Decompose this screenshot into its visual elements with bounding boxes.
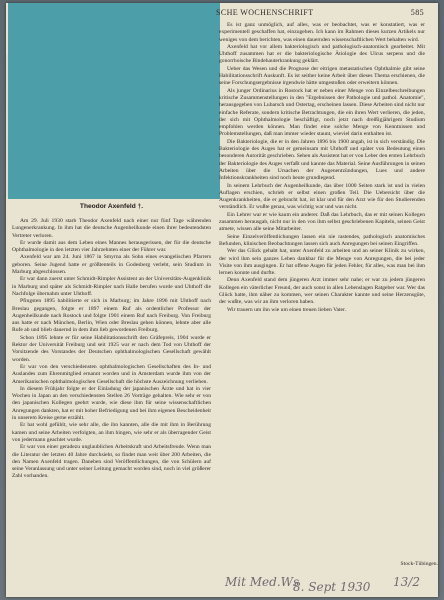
- paragraph: Er war von den verschiedensten ophthalmologischen Gesellschaften des In- und Auslandes zum Ehrenmitglied ernannt worden und in Amsterdam wurde ihm von der Amerikanischen ophthalmologischen Gesellschaft die höchste Auszeichnung verliehen.: [12, 363, 211, 385]
- paragraph: Er wurde damit aus dem Leben eines Mannes herausgerissen, der für die deutsche Ophthalmologie in den letzten vier Jahrzehnten einer der Führer war.: [12, 239, 211, 254]
- paragraph: Axenfeld hat vor allem bakteriologisch und pathologisch-anatomisch gearbeitet. Mit Uhthoff zusammen hat er die bakteriologische Ätiologie des Ulcus serpens und die gonorrhoische Bindehauterkrankung geklärt.: [219, 43, 425, 65]
- paragraph: Ueber das Wesen und die Prognose der eitrigen metastatischen Ophthalmie gibt seine Habilitationsschrift Auskunft. Es ist seither keine Arbeit über dieses Thema erschienen, die seine Forschungsergebnisse irgendwie hätte umgestoßen oder erweitern können.: [219, 65, 425, 87]
- paragraph: Denn Axenfeld stand dem jüngeren Arzt immer sehr nahe; er war zu jedem jüngeren Kollegen ein väterlicher Freund, der auch sonst in allen Lebenslagen Ratgeber war. Wer das Glück hatte, ihm näher zu kommen, wer seinen Charakter kannte und seine Herzensgüte, der wußte, was wir an ihm verloren haben.: [219, 277, 425, 306]
- paragraph: Schon 1895 lehnte er für seine Habilitationsschrift den Gräfepreis, 1904 wurde er Rektor der Universität Freiburg und seit 1925 war er nach dem Tod von Uhthoff der Vorsitzende des Vorstandes der Deutschen ophthalmologischen Gesellschaft gewählt worden.: [12, 334, 211, 363]
- paragraph: Es ist ganz unmöglich, auf alles, was er beobachtet, was er konstatiert, was er experimentell geschaffen hat, einzugehen. Ich kann im Rahmen dieses kurzen Artikels nur weniges von dem berichten, was einen dauernden wissenschaftlichen Wert behalten wird.: [219, 22, 425, 43]
- handwritten-folio: 13/2: [393, 575, 420, 589]
- paragraph: In seinem Lehrbuch der Augenheilkunde, das über 1000 Seiten stark ist und in vielen Auflagen erschien, schrieb er selbst einen großen Teil. Die Uebersicht über die Augenkrankheiten, die er gebracht hat, ist klar und für den Arzt wie für den Studierenden verständlich. Er wußte genau, was wichtig war und was nicht.: [219, 182, 425, 211]
- paragraph: Er war von einer geradezu unglaublichen Arbeitskraft und Arbeitsfreude. Wenn man die Literatur der letzten 40 Jahre durchsieht, so findet man weit über 200 Arbeiten, die den Namen Axenfeld tragen. Daneben sind Veröffentlichungen, die von Schülern auf seine Veranlassung und unter seiner Leitung gemacht worden sind, noch in viel größerer Zahl vorhanden.: [12, 444, 211, 480]
- handwritten-date: 8. Sept 1930: [293, 580, 371, 594]
- handwritten-source: Mit Med.Ws: [225, 575, 300, 589]
- running-title: SCHE WOCHENSCHRIFT: [216, 8, 314, 17]
- paragraph: Die Bakteriologie, die er in den Jahren 1896 bis 1900 angab, ist in sich verständig. Die Bakteriologie des Auges hat er gemeinsam mit Uhthoff und später von Bedeutung einen besonderen Autorität geschrieben. Sehen als Assistent hat er von Leber den ersten Lehrbuch der Bakteriologie des Auges verfaßt und kannte das Material. Seine Ausführungen in seinen Arbeiten über die Ursachen der Augenentzündungen, Lues und andere Infektionskrankheiten sind noch heute grundlegend.: [219, 138, 425, 182]
- paragraph: Als junger Ordinarius in Rostock hat er neben einer Menge von Einzelbeschreibungen kritische Zusammenstellungen in den "Ergebnissen der Pathologie und pathol. Anatomie", herausgegeben von Lubarsch und Ostertag, erscheinen lassen. Diese Arbeiten sind nicht nur einfache Referate, sondern kritische Betrachtungen, die ein ihren Wert verlieren, die jeden, der sich mit Ophthalmologie beschäftigt, noch jetzt nach dreißigjährigem Studium empfohlen werden können. Man findet eine solche Menge von Kenntnissen und Problemstellungen, daß man immer wieder staunt, wieviel darin enthalten ist.: [219, 87, 425, 138]
- paragraph: Er hat wohl gefühlt, wie sehr alle, die ihn kannten, alle die mit ihm in Berührung kamen und seine Arbeiten verfolgten, an ihm hingen, wie sehr er als überragender Geist von jedermann geachtet wurde.: [12, 422, 211, 443]
- right-column: [219, 22, 425, 314]
- paragraph: Am 29. Juli 1930 starb Theodor Axenfeld nach einer nur fünf Tage währenden Lungenerkrankung. In ihm hat die deutsche Augenheilkunde einen ihrer bedeutendsten Vertreter verloren.: [12, 218, 211, 239]
- obituary-title: Theodor Axenfeld †.: [79, 203, 144, 210]
- running-header: [216, 6, 426, 18]
- paragraph: Seine Einzelveröffentlichungen lassen ein nie rastendes, pathologisch anatomisches Befunden, klinischen Beobachtungen lassen sich auch Anregungen bei seinen Eingriffen.: [219, 233, 425, 247]
- paragraph: Ein Lehrer war er wie kaum ein anderer. Daß das Lehrbuch, das er mit seinen Kollegen zusammen herausgab, nicht nur in den von ihm selbst geschriebenen Kapiteln, seinen Geist atmete, wissen alle seine Mitarbeiter.: [219, 211, 425, 233]
- left-column: [12, 218, 211, 481]
- paragraph: Wir trauern um ihn wie um einen treuen lieben Vater.: [227, 306, 346, 313]
- handwritten-annotation: [225, 575, 435, 595]
- page-number: 585: [410, 8, 424, 17]
- paragraph: Er war dann zuerst unter Schmidt-Rimpler Assistent an der Universitäts-Augenklinik in Marburg und später als Schmidt-Rimpler nach Halle berufen wurde und Uhthoff die Nachfolge übernahm unter Uhthoff.: [12, 276, 211, 297]
- paragraph: Wer das Glück gehabt hat, unter Axenfeld zu arbeiten und an seiner Klinik zu wirken, der wird ihm sein ganzes Leben dankbar für die Menge von Anregungen, die bei jeder Visite von ihm ausgingen. Er hat offene Augen für jeden Fehler, für alles, was man bei ihm lernen konnte und durfte.: [219, 248, 425, 277]
- paragraph: In diesem Frühjahr folgte er der Einladung der japanischen Ärzte und hat in vier Wochen in Japan an den verschiedensten Stellen 26 Vorträge gehalten. Wie sehr er von den japanischen Kollegen geehrt wurde, wie diese ihm für seine wissenschaftlichen Anregungen dankten, hat er mit hoher Befriedigung und bei ihm eigenen Bescheidenheit in unserem Kreise gerne erzählt.: [12, 385, 211, 422]
- window-pane-reflection: [8, 3, 220, 199]
- paragraph: Pfingsten 1895 habilitierte er sich in Marburg; im Jahre 1896 mit Uhthoff nach Breslau gegangen, folgte er 1897 einem Ruf als ordentlicher Professor der Augenheilkunde nach Rostock und folgte 1901 einem Ruf nach Freiburg. Von Freiburg aus hatte er nach München, Berlin, Wien oder Breslau gehen können, lehnte aber alle Rufe ab und blieb dauernd in dem ihm lieb gewordenen Freiburg.: [12, 298, 211, 334]
- paragraph: Axenfeld war am 24. Juni 1867 in Smyrna als Sohn eines evangelischen Pfarrers geboren. Seine Jugend hatte er größtenteils in Godesberg verlebt, sein Studium in Marburg abgeschlossen.: [12, 254, 211, 276]
- author-signature: Stock-Tübingen.: [400, 561, 438, 567]
